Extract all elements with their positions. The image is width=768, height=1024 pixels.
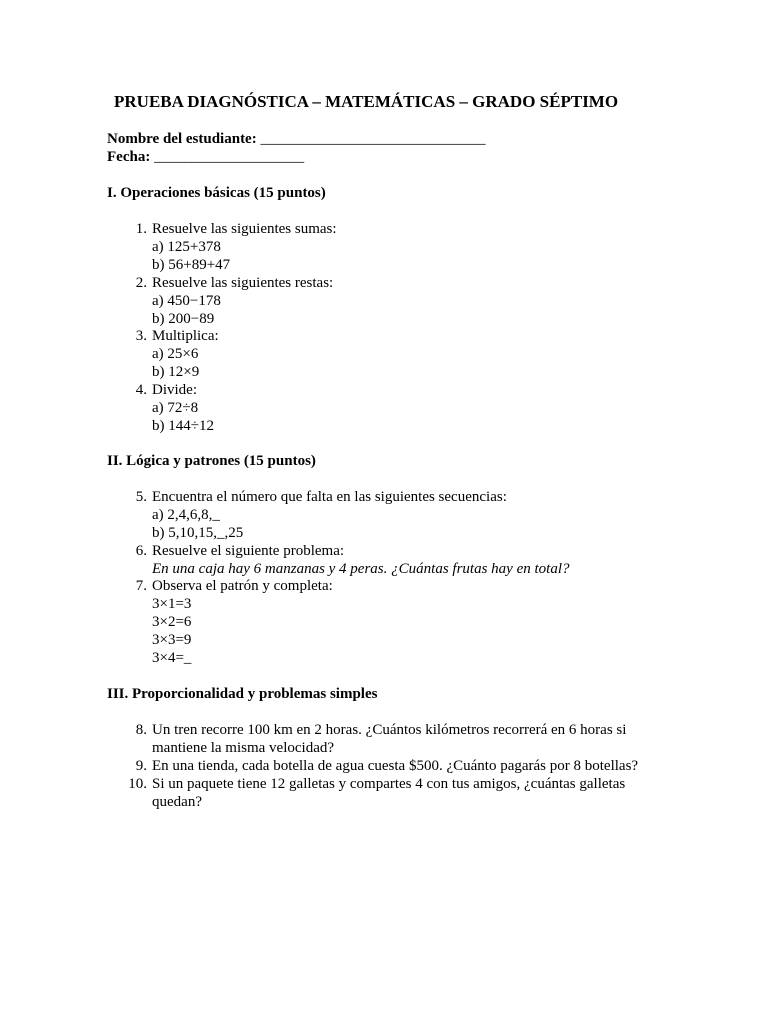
student-name-field (107, 130, 485, 148)
question-number: 10. (128, 776, 147, 792)
question-item: b) 56+89+47 (152, 257, 231, 273)
section-heading-logica: II. Lógica y patrones (15 puntos) (107, 453, 316, 469)
question-item: b) 12×9 (152, 364, 200, 380)
page-title: PRUEBA DIAGNÓSTICA – MATEMÁTICAS – GRADO SÉPTIMO (114, 92, 619, 111)
question-text: Observa el patrón y completa: (152, 578, 333, 594)
section-heading-operaciones: I. Operaciones básicas (15 puntos) (107, 185, 326, 201)
question-number: 7. (135, 578, 147, 594)
word-problem-text: En una caja hay 6 manzanas y 4 peras. ¿Cuántas frutas hay en total? (152, 561, 570, 577)
question-item: b) 144÷12 (152, 418, 214, 434)
student-name-label: Nombre del estudiante: (107, 131, 257, 147)
question-number: 6. (135, 543, 147, 559)
question-number: 2. (135, 275, 147, 291)
question-item: b) 200−89 (152, 311, 215, 327)
question-number: 5. (135, 489, 147, 505)
question-text: Divide: (152, 382, 197, 398)
student-name-blank: ______________________________ (260, 131, 486, 147)
pattern-line: 3×1=3 (152, 596, 192, 612)
pattern-line: 3×2=6 (152, 614, 192, 630)
question-item: a) 25×6 (152, 346, 199, 362)
question-text: Resuelve el siguiente problema: (152, 543, 345, 559)
question-text: Un tren recorre 100 km en 2 horas. ¿Cuántos kilómetros recorrerá en 6 horas si mantiene la misma velocidad? (152, 722, 627, 756)
question-item: a) 72÷8 (152, 400, 199, 416)
question-item: a) 450−178 (152, 293, 221, 309)
pattern-line: 3×3=9 (152, 632, 192, 648)
question-item: b) 5,10,15,_,25 (152, 525, 244, 541)
date-field (107, 148, 304, 166)
question-number: 8. (135, 722, 147, 738)
question-item: a) 2,4,6,8,_ (152, 507, 220, 523)
question-text: Multiplica: (152, 328, 219, 344)
pattern-line: 3×4=_ (152, 650, 192, 666)
question-text: Resuelve las siguientes restas: (152, 275, 334, 291)
date-blank: ____________________ (154, 149, 305, 165)
question-number: 1. (135, 221, 147, 237)
question-text: Resuelve las siguientes sumas: (152, 221, 337, 237)
question-number: 9. (135, 758, 147, 774)
question-text: Si un paquete tiene 12 galletas y compartes 4 con tus amigos, ¿cuántas galletas quedan? (152, 776, 626, 810)
question-item: a) 125+378 (152, 239, 221, 255)
question-text: Encuentra el número que falta en las siguientes secuencias: (152, 489, 507, 505)
date-label: Fecha: (107, 149, 151, 165)
question-number: 3. (135, 328, 147, 344)
question-number: 4. (135, 382, 147, 398)
section-heading-proporcionalidad: III. Proporcionalidad y problemas simples (107, 686, 378, 702)
question-text: En una tienda, cada botella de agua cuesta $500. ¿Cuánto pagarás por 8 botellas? (152, 758, 639, 774)
